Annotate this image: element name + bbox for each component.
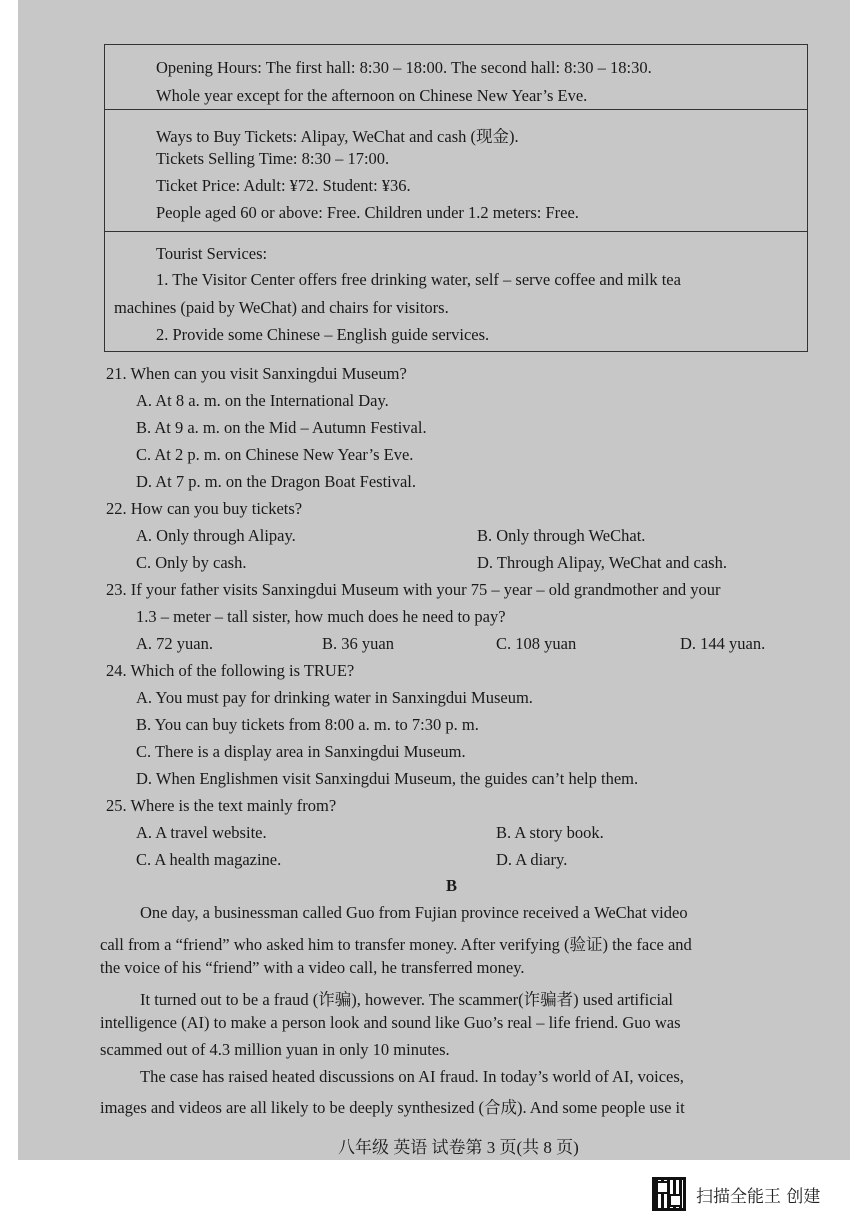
question-23-continued: 1.3 – meter – tall sister, how much does he need to pay? [136, 607, 506, 626]
watermark-text: 扫描全能王 创建 [696, 1186, 821, 1207]
opening-hours-note: Whole year except for the afternoon on Chinese New Year’s Eve. [156, 86, 588, 105]
ticket-time-line: Tickets Selling Time: 8:30 – 17:00. [156, 149, 390, 168]
service-item: 1. The Visitor Center offers free drinking water, self – serve coffee and milk tea [156, 270, 681, 289]
option-24a: A. You must pay for drinking water in Sanxingdui Museum. [136, 688, 533, 707]
question-23: 23. If your father visits Sanxingdui Museum with your 75 – year – old grandmother and your [106, 580, 721, 599]
section-b-heading: B [446, 876, 458, 895]
option-23d: D. 144 yuan. [680, 634, 766, 653]
question-21: 21. When can you visit Sanxingdui Museum? [106, 364, 407, 383]
question-25: 25. Where is the text mainly from? [106, 796, 337, 815]
passage-line: the voice of his “friend” with a video call, he transferred money. [100, 958, 525, 977]
option-23b: B. 36 yuan [322, 634, 394, 653]
option-25a: A. A travel website. [136, 823, 267, 842]
page-footer: 八年级 英语 试卷第 3 页(共 8 页) [338, 1138, 579, 1157]
option-22c: C. Only by cash. [136, 553, 247, 572]
question-22: 22. How can you buy tickets? [106, 499, 303, 518]
option-22b: B. Only through WeChat. [477, 526, 646, 545]
passage-line: images and videos are all likely to be deeply synthesized (合成). And some people use it [100, 1098, 685, 1117]
opening-hours-line: Opening Hours: The first hall: 8:30 – 18:00. The second hall: 8:30 – 18:30. [156, 58, 652, 77]
option-21b: B. At 9 a. m. on the Mid – Autumn Festival. [136, 418, 427, 437]
passage-line: One day, a businessman called Guo from Fujian province received a WeChat video [140, 903, 688, 922]
option-25c: C. A health magazine. [136, 850, 282, 869]
free-admission-line: People aged 60 or above: Free. Children under 1.2 meters: Free. [156, 203, 579, 222]
service-item-continued: machines (paid by WeChat) and chairs for visitors. [114, 298, 449, 317]
ticket-ways-line: Ways to Buy Tickets: Alipay, WeChat and cash (现金). [156, 127, 519, 146]
qr-code-icon [652, 1177, 686, 1211]
option-21a: A. At 8 a. m. on the International Day. [136, 391, 389, 410]
option-23c: C. 108 yuan [496, 634, 577, 653]
option-24d: D. When Englishmen visit Sanxingdui Museum, the guides can’t help them. [136, 769, 639, 788]
box-divider [105, 231, 807, 232]
option-21d: D. At 7 p. m. on the Dragon Boat Festival. [136, 472, 417, 491]
option-21c: C. At 2 p. m. on Chinese New Year’s Eve. [136, 445, 414, 464]
passage-line: intelligence (AI) to make a person look and sound like Guo’s real – life friend. Guo was [100, 1013, 681, 1032]
scanner-watermark [652, 1176, 820, 1212]
option-25b: B. A story book. [496, 823, 604, 842]
ticket-price-line: Ticket Price: Adult: ¥72. Student: ¥36. [156, 176, 411, 195]
option-24b: B. You can buy tickets from 8:00 a. m. to 7:30 p. m. [136, 715, 479, 734]
passage-line: scammed out of 4.3 million yuan in only 10 minutes. [100, 1040, 450, 1059]
option-22d: D. Through Alipay, WeChat and cash. [477, 553, 727, 572]
option-25d: D. A diary. [496, 850, 568, 869]
option-24c: C. There is a display area in Sanxingdui Museum. [136, 742, 466, 761]
passage-line: The case has raised heated discussions on AI fraud. In today’s world of AI, voices, [140, 1067, 684, 1086]
option-22a: A. Only through Alipay. [136, 526, 296, 545]
service-item: 2. Provide some Chinese – English guide services. [156, 325, 490, 344]
box-divider [105, 109, 807, 110]
passage-line: call from a “friend” who asked him to transfer money. After verifying (验证) the face and [100, 935, 692, 954]
passage-line: It turned out to be a fraud (诈骗), however. The scammer(诈骗者) used artificial [140, 990, 674, 1009]
option-23a: A. 72 yuan. [136, 634, 213, 653]
services-heading: Tourist Services: [156, 244, 268, 263]
question-24: 24. Which of the following is TRUE? [106, 661, 355, 680]
